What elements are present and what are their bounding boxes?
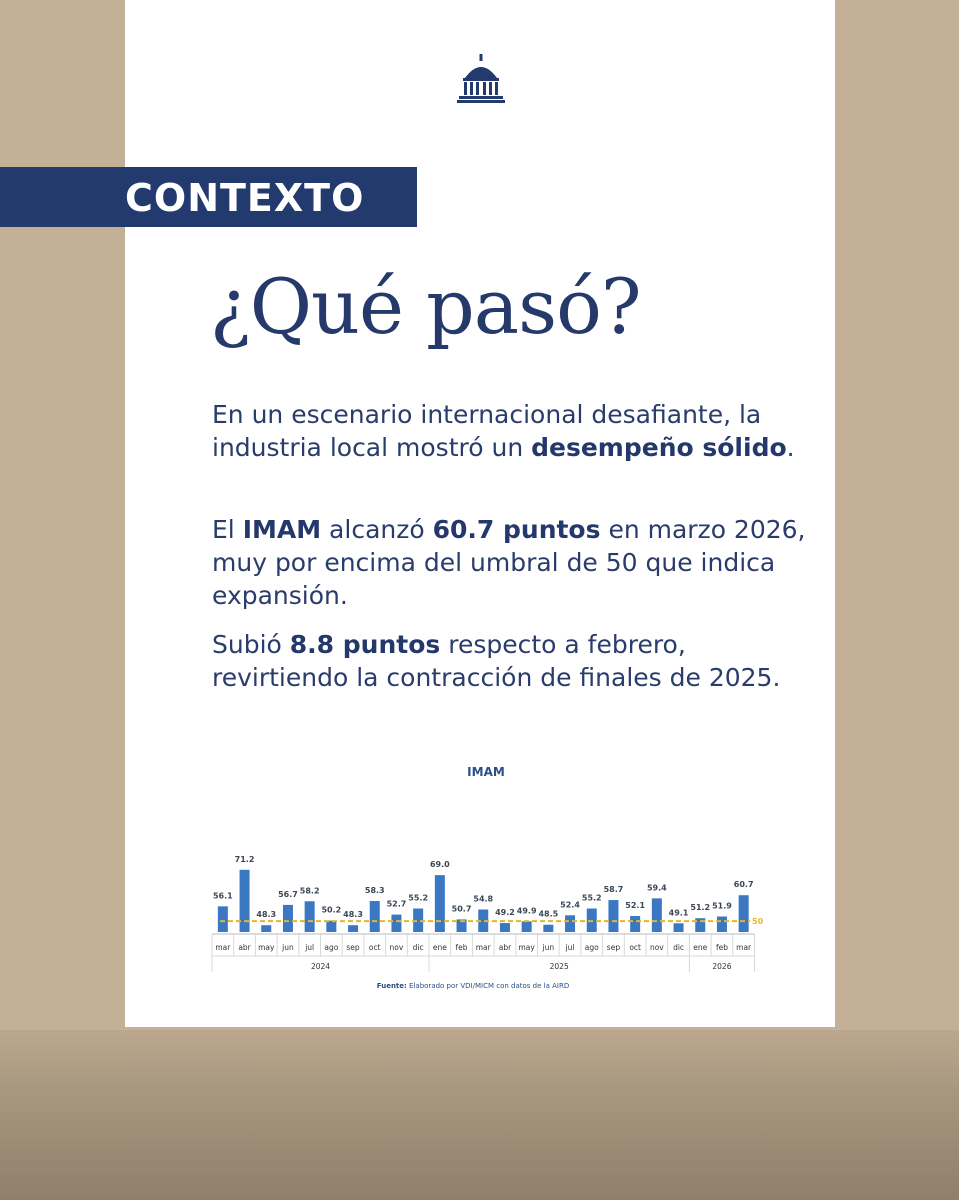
- paragraph-context: [212, 398, 812, 464]
- paragraph-text: alcanzó: [321, 515, 433, 544]
- chart-source-note: [377, 982, 569, 990]
- chart-value-label: 52.1: [625, 901, 646, 911]
- chart-category-label: jun: [282, 943, 294, 952]
- chart-title: IMAM: [467, 765, 505, 779]
- chart-value-label: 59.4: [646, 883, 667, 893]
- chart-value-label: 48.3: [343, 910, 363, 920]
- chart-category-label: feb: [715, 943, 728, 952]
- chart-value-label: 55.2: [408, 893, 429, 903]
- chart-bar: [391, 915, 401, 932]
- chart-value-label: 50.7: [451, 904, 472, 914]
- chart-value-label: 49.1: [668, 908, 689, 918]
- paragraph-text: respecto a febrero, revirtiendo la contracción de finales de 2025.: [212, 630, 781, 692]
- paragraph-highlight: 8.8 puntos: [289, 630, 441, 659]
- chart-year-label: 2026: [712, 962, 732, 971]
- chart-value-label: 69.0: [429, 860, 450, 870]
- chart-category-label: abr: [238, 943, 251, 952]
- paragraph-highlight: desempeño sólido: [531, 433, 787, 462]
- chart-bar: [240, 870, 250, 932]
- chart-value-label: 51.9: [712, 901, 732, 911]
- chart-category-label: ene: [693, 943, 708, 952]
- chart-value-label: 71.2: [234, 854, 255, 864]
- chart-category-label: nov: [649, 943, 664, 952]
- chart-value-label: 58.2: [299, 886, 320, 896]
- paragraph-text: Subió: [212, 630, 290, 659]
- chart-value-label: 50.2: [321, 905, 342, 915]
- chart-bar: [370, 901, 380, 932]
- chart-category-label: feb: [455, 943, 468, 952]
- chart-category-label: abr: [498, 943, 512, 952]
- paragraph-imam: [212, 513, 812, 612]
- chart-bar: [305, 901, 315, 932]
- chart-bar: [435, 875, 445, 932]
- chart-value-label: 49.9: [516, 906, 537, 916]
- chart-bar: [218, 906, 228, 932]
- chart-category-label: jul: [305, 943, 315, 952]
- chart-year-label: 2024: [310, 962, 331, 971]
- imam-bar-chart: [210, 760, 764, 995]
- paragraph-text: en marzo 2026, muy por encima del umbral de 50 que indica expansión.: [212, 515, 806, 610]
- chart-bar: [674, 923, 684, 932]
- chart-category-label: mar: [736, 943, 752, 952]
- chart-value-label: 51.2: [690, 903, 711, 913]
- chart-threshold-label: 50: [752, 917, 764, 927]
- chart-value-label: 49.2: [495, 908, 515, 918]
- chart-category-label: mar: [475, 943, 491, 952]
- chart-category-label: ene: [432, 943, 447, 952]
- dome-building-icon: [455, 54, 507, 104]
- paragraph-highlight: IMAM: [242, 515, 322, 544]
- chart-category-label: sep: [346, 943, 360, 952]
- chart-value-label: 56.1: [212, 891, 233, 901]
- chart-bar: [500, 923, 510, 932]
- chart-category-label: oct: [368, 943, 381, 952]
- chart-bar: [522, 921, 532, 932]
- chart-value-label: 52.7: [386, 899, 407, 909]
- chart-category-label: may: [518, 943, 535, 952]
- chart-value-label: 48.5: [538, 909, 559, 919]
- chart-value-label: 55.2: [581, 893, 602, 903]
- chart-bar: [565, 915, 575, 932]
- chart-source-text: Elaborado por VDI/MICM con datos de la AIRD: [406, 982, 570, 990]
- chart-category-label: nov: [389, 943, 404, 952]
- chart-bar: [543, 925, 553, 932]
- chart-bar: [261, 925, 271, 932]
- chart-bar: [630, 916, 640, 932]
- paragraph-text: En un escenario internacional desafiante, la industria local mostró un: [212, 400, 762, 462]
- chart-value-label: 56.7: [278, 889, 298, 899]
- chart-value-label: 54.8: [473, 894, 494, 904]
- chart-value-label: 60.7: [733, 880, 754, 890]
- chart-year-label: 2025: [549, 962, 569, 971]
- paragraph-text: .: [786, 433, 795, 462]
- chart-category-label: dic: [673, 943, 685, 952]
- chart-source-label: Fuente:: [376, 982, 407, 990]
- chart-value-label: 58.3: [364, 886, 385, 896]
- chart-category-label: sep: [606, 943, 621, 952]
- page-title: ¿Qué pasó?: [210, 262, 641, 351]
- chart-category-label: dic: [412, 943, 424, 952]
- paragraph-change: [212, 628, 812, 694]
- chart-value-label: 48.3: [256, 910, 277, 920]
- page-background-bottom: [0, 1030, 959, 1200]
- chart-category-label: jul: [565, 943, 575, 952]
- chart-bar: [326, 921, 336, 932]
- chart-bar: [717, 917, 727, 932]
- chart-bar: [652, 898, 662, 932]
- chart-category-label: ago: [324, 943, 339, 952]
- chart-category-label: ago: [584, 943, 599, 952]
- chart-bar: [348, 925, 358, 932]
- chart-value-label: 58.7: [603, 885, 624, 895]
- chart-value-label: 52.4: [560, 900, 580, 910]
- chart-category-label: mar: [215, 943, 231, 952]
- paragraph-text: El: [212, 515, 243, 544]
- chart-bar: [283, 905, 293, 932]
- chart-category-label: oct: [629, 943, 641, 952]
- chart-category-label: jun: [542, 943, 555, 952]
- chart-bar: [739, 895, 749, 932]
- chart-bar: [608, 900, 618, 932]
- chart-category-label: may: [258, 943, 275, 952]
- section-banner-label: CONTEXTO: [125, 176, 365, 220]
- paragraph-highlight: 60.7 puntos: [432, 515, 601, 544]
